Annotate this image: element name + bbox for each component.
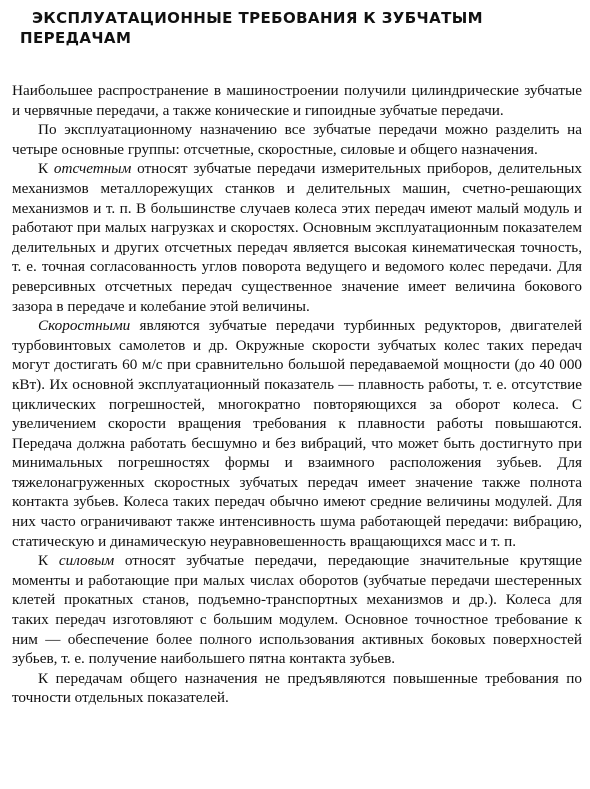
paragraph-general-gears <box>12 669 582 708</box>
paragraph-text: являются зубчатые передачи турбинных редукторов, двигателей турбовинтовых самолетов и др. Окружные скорости зубчатых колес таких передач могут достигать 60 м/с при сравнительно большой передаваемой мощности (до 40 000 кВт). Их основной эксплуатационный показатель — плавность работы, т. е. отсутствие циклических погрешностей, многократно повторяющихся за оборот колеса. С увеличением скорости вращения требования к плавности работы повышаются. Передача должна работать бесшумно и без вибраций, что может быть достигнуто при минимальных погрешностях формы и взаимного расположения зубьев. Для тяжелонагруженных скоростных зубчатых передач имеет значение также полнота контакта зубьев. Колеса таких передач обычно имеют средние величины модулей. Для них часто ограничивают также интенсивность шума работающей передачи: вибрацию, статическую и динамическую неуравновешенность вращающихся масс и т. п. <box>12 317 582 550</box>
section-heading <box>20 8 582 48</box>
paragraph-intro <box>12 81 582 120</box>
term-reading: отсчетным <box>53 160 132 178</box>
paragraph-groups <box>12 120 582 159</box>
paragraph-text: Наибольшее распространение в машиностроении получили цилиндрические зубчатые и червячные передачи, а также конические и гипоидные зубчатые передачи. <box>12 82 582 119</box>
paragraph-high-speed-gears <box>12 316 582 551</box>
paragraph-reading-gears <box>12 159 582 316</box>
paragraph-text: относят зубчатые передачи, передающие значительные крутящие моменты и работающие при малых числах оборотов (зубчатые передачи шестеренных клетей прокатных станов, подъемно-транспортных механизмов и др.). Колеса для таких передач изготовляют с большим модулем. Основное точностное требование к ним — обеспечение более полного использования активных боковых поверхностей зубьев, т. е. получение наибольшего пятна контакта зубьев. <box>12 552 582 668</box>
paragraph-prefix: К <box>38 160 54 178</box>
paragraph-power-gears <box>12 551 582 669</box>
paragraph-text: относят зубчатые передачи измерительных приборов, делительных механизмов металлорежущих станков и делительных машин, счетно-решающих механизмов и т. п. В большинстве случаев колеса этих передач имеют малый модуль и работают при малых нагрузках и скоростях. Основным эксплуатационным показателем делительных и других отсчетных передач является высокая кинематическая точность, т. е. точная согласованность углов поворота ведущего и ведомого колес передачи. Для реверсивных отсчетных передач существенное значение имеет величина бокового зазора в передаче и колебание этой величины. <box>12 160 582 315</box>
body-text <box>12 81 582 708</box>
term-power: силовым <box>58 552 115 570</box>
heading-line-1: ЭКСПЛУАТАЦИОННЫЕ ТРЕБОВАНИЯ К ЗУБЧАТЫМ <box>32 9 483 27</box>
paragraph-text: По эксплуатационному назначению все зубчатые передачи можно разделить на четыре основные группы: отсчетные, скоростные, силовые и общего назначения. <box>12 121 582 158</box>
heading-line-2: ПЕРЕДАЧАМ <box>20 29 132 47</box>
paragraph-text: К передачам общего назначения не предъявляются повышенные требования по точности отдельных показателей. <box>12 669 582 707</box>
term-high-speed: Скоростными <box>38 317 131 335</box>
paragraph-prefix: К <box>38 552 59 570</box>
